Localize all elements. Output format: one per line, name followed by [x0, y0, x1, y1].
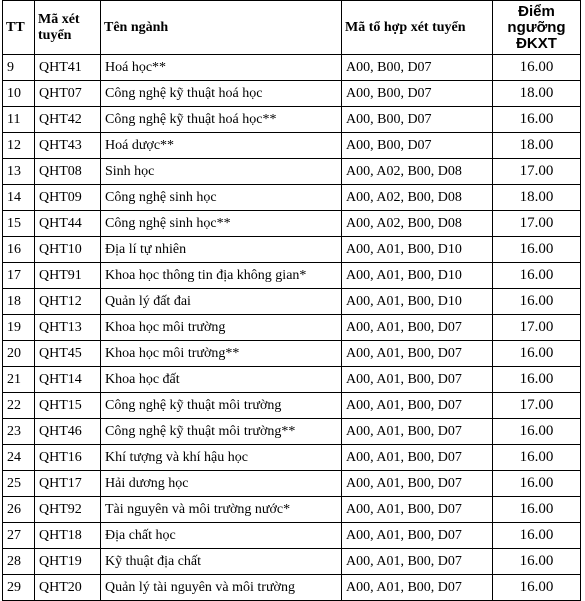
header-combo: Mã tổ hợp xét tuyển	[342, 1, 493, 55]
cell-combo: A00, A01, B00, D10	[342, 263, 493, 289]
cell-tt: 19	[3, 315, 35, 341]
cell-combo: A00, A01, B00, D07	[342, 549, 493, 575]
cell-name: Công nghệ kỹ thuật môi trường**	[101, 419, 342, 445]
header-score: Điểm ngưỡng ĐKXT	[493, 1, 581, 55]
table-header	[3, 1, 581, 55]
cell-name: Công nghệ kỹ thuật hoá học	[101, 81, 342, 107]
cell-tt: 11	[3, 107, 35, 133]
cell-tt: 12	[3, 133, 35, 159]
table-row	[3, 367, 581, 393]
cell-score: 16.00	[493, 445, 581, 471]
cell-tt: 23	[3, 419, 35, 445]
admission-threshold-table	[2, 0, 581, 601]
table-row	[3, 237, 581, 263]
cell-tt: 26	[3, 497, 35, 523]
cell-combo: A00, A01, B00, D07	[342, 315, 493, 341]
cell-score: 16.00	[493, 237, 581, 263]
table-row	[3, 393, 581, 419]
table-row	[3, 471, 581, 497]
table-row	[3, 289, 581, 315]
cell-name: Hoá học**	[101, 55, 342, 81]
cell-code: QHT16	[35, 445, 101, 471]
cell-combo: A00, A01, B00, D07	[342, 341, 493, 367]
cell-tt: 18	[3, 289, 35, 315]
cell-name: Khoa học thông tin địa không gian*	[101, 263, 342, 289]
cell-score: 16.00	[493, 419, 581, 445]
cell-code: QHT14	[35, 367, 101, 393]
cell-tt: 13	[3, 159, 35, 185]
cell-code: QHT92	[35, 497, 101, 523]
cell-name: Khoa học môi trường**	[101, 341, 342, 367]
cell-name: Địa lí tự nhiên	[101, 237, 342, 263]
table-row	[3, 315, 581, 341]
cell-combo: A00, A01, B00, D07	[342, 497, 493, 523]
cell-score: 16.00	[493, 55, 581, 81]
cell-combo: A00, B00, D07	[342, 81, 493, 107]
cell-name: Khí tượng và khí hậu học	[101, 445, 342, 471]
cell-code: QHT42	[35, 107, 101, 133]
cell-code: QHT09	[35, 185, 101, 211]
cell-combo: A00, A01, B00, D07	[342, 367, 493, 393]
cell-score: 17.00	[493, 393, 581, 419]
table-row	[3, 497, 581, 523]
cell-tt: 15	[3, 211, 35, 237]
cell-score: 18.00	[493, 81, 581, 107]
cell-code: QHT46	[35, 419, 101, 445]
cell-code: QHT91	[35, 263, 101, 289]
cell-tt: 28	[3, 549, 35, 575]
cell-combo: A00, A01, B00, D07	[342, 393, 493, 419]
table-row	[3, 133, 581, 159]
cell-name: Công nghệ sinh học**	[101, 211, 342, 237]
cell-tt: 22	[3, 393, 35, 419]
cell-tt: 16	[3, 237, 35, 263]
cell-name: Tài nguyên và môi trường nước*	[101, 497, 342, 523]
cell-tt: 17	[3, 263, 35, 289]
header-row	[3, 1, 581, 55]
cell-name: Kỹ thuật địa chất	[101, 549, 342, 575]
cell-tt: 14	[3, 185, 35, 211]
table-row	[3, 575, 581, 601]
cell-score: 16.00	[493, 471, 581, 497]
cell-score: 16.00	[493, 523, 581, 549]
cell-combo: A00, B00, D07	[342, 107, 493, 133]
cell-combo: A00, A02, B00, D08	[342, 211, 493, 237]
cell-tt: 24	[3, 445, 35, 471]
cell-score: 17.00	[493, 159, 581, 185]
cell-code: QHT43	[35, 133, 101, 159]
cell-code: QHT41	[35, 55, 101, 81]
cell-score: 16.00	[493, 575, 581, 601]
header-name: Tên ngành	[101, 1, 342, 55]
cell-combo: A00, A01, B00, D10	[342, 237, 493, 263]
cell-score: 18.00	[493, 133, 581, 159]
cell-name: Khoa học môi trường	[101, 315, 342, 341]
cell-combo: A00, A02, B00, D08	[342, 185, 493, 211]
header-code: Mã xét tuyển	[35, 1, 101, 55]
cell-name: Công nghệ sinh học	[101, 185, 342, 211]
table-row	[3, 263, 581, 289]
cell-score: 17.00	[493, 315, 581, 341]
cell-combo: A00, A01, B00, D07	[342, 471, 493, 497]
cell-combo: A00, A01, B00, D07	[342, 523, 493, 549]
cell-code: QHT10	[35, 237, 101, 263]
cell-tt: 10	[3, 81, 35, 107]
cell-score: 16.00	[493, 549, 581, 575]
cell-name: Công nghệ kỹ thuật môi trường	[101, 393, 342, 419]
cell-code: QHT20	[35, 575, 101, 601]
cell-score: 16.00	[493, 341, 581, 367]
cell-code: QHT13	[35, 315, 101, 341]
cell-code: QHT19	[35, 549, 101, 575]
cell-name: Hoá dược**	[101, 133, 342, 159]
cell-tt: 20	[3, 341, 35, 367]
cell-name: Hải dương học	[101, 471, 342, 497]
cell-tt: 27	[3, 523, 35, 549]
table-row	[3, 419, 581, 445]
cell-code: QHT15	[35, 393, 101, 419]
cell-combo: A00, A01, B00, D10	[342, 289, 493, 315]
cell-combo: A00, A01, B00, D07	[342, 575, 493, 601]
cell-code: QHT44	[35, 211, 101, 237]
table-row	[3, 81, 581, 107]
cell-score: 16.00	[493, 107, 581, 133]
cell-tt: 21	[3, 367, 35, 393]
cell-score: 18.00	[493, 185, 581, 211]
cell-code: QHT12	[35, 289, 101, 315]
cell-score: 16.00	[493, 263, 581, 289]
cell-score: 16.00	[493, 367, 581, 393]
cell-combo: A00, B00, D07	[342, 55, 493, 81]
cell-tt: 9	[3, 55, 35, 81]
cell-code: QHT08	[35, 159, 101, 185]
cell-score: 16.00	[493, 289, 581, 315]
cell-combo: A00, A01, B00, D07	[342, 445, 493, 471]
table-body	[3, 55, 581, 601]
table-row	[3, 523, 581, 549]
table-row	[3, 445, 581, 471]
cell-tt: 29	[3, 575, 35, 601]
table-row	[3, 549, 581, 575]
cell-name: Quản lý đất đai	[101, 289, 342, 315]
table-row	[3, 211, 581, 237]
table-row	[3, 107, 581, 133]
cell-code: QHT45	[35, 341, 101, 367]
cell-combo: A00, B00, D07	[342, 133, 493, 159]
table-row	[3, 159, 581, 185]
cell-code: QHT17	[35, 471, 101, 497]
cell-name: Địa chất học	[101, 523, 342, 549]
cell-score: 16.00	[493, 497, 581, 523]
cell-code: QHT18	[35, 523, 101, 549]
cell-combo: A00, A02, B00, D08	[342, 159, 493, 185]
table-row	[3, 341, 581, 367]
table-row	[3, 185, 581, 211]
header-tt: TT	[3, 1, 35, 55]
cell-name: Sinh học	[101, 159, 342, 185]
cell-name: Khoa học đất	[101, 367, 342, 393]
cell-name: Công nghệ kỹ thuật hoá học**	[101, 107, 342, 133]
cell-code: QHT07	[35, 81, 101, 107]
cell-tt: 25	[3, 471, 35, 497]
cell-combo: A00, A01, B00, D07	[342, 419, 493, 445]
table-row	[3, 55, 581, 81]
cell-score: 17.00	[493, 211, 581, 237]
cell-name: Quản lý tài nguyên và môi trường	[101, 575, 342, 601]
